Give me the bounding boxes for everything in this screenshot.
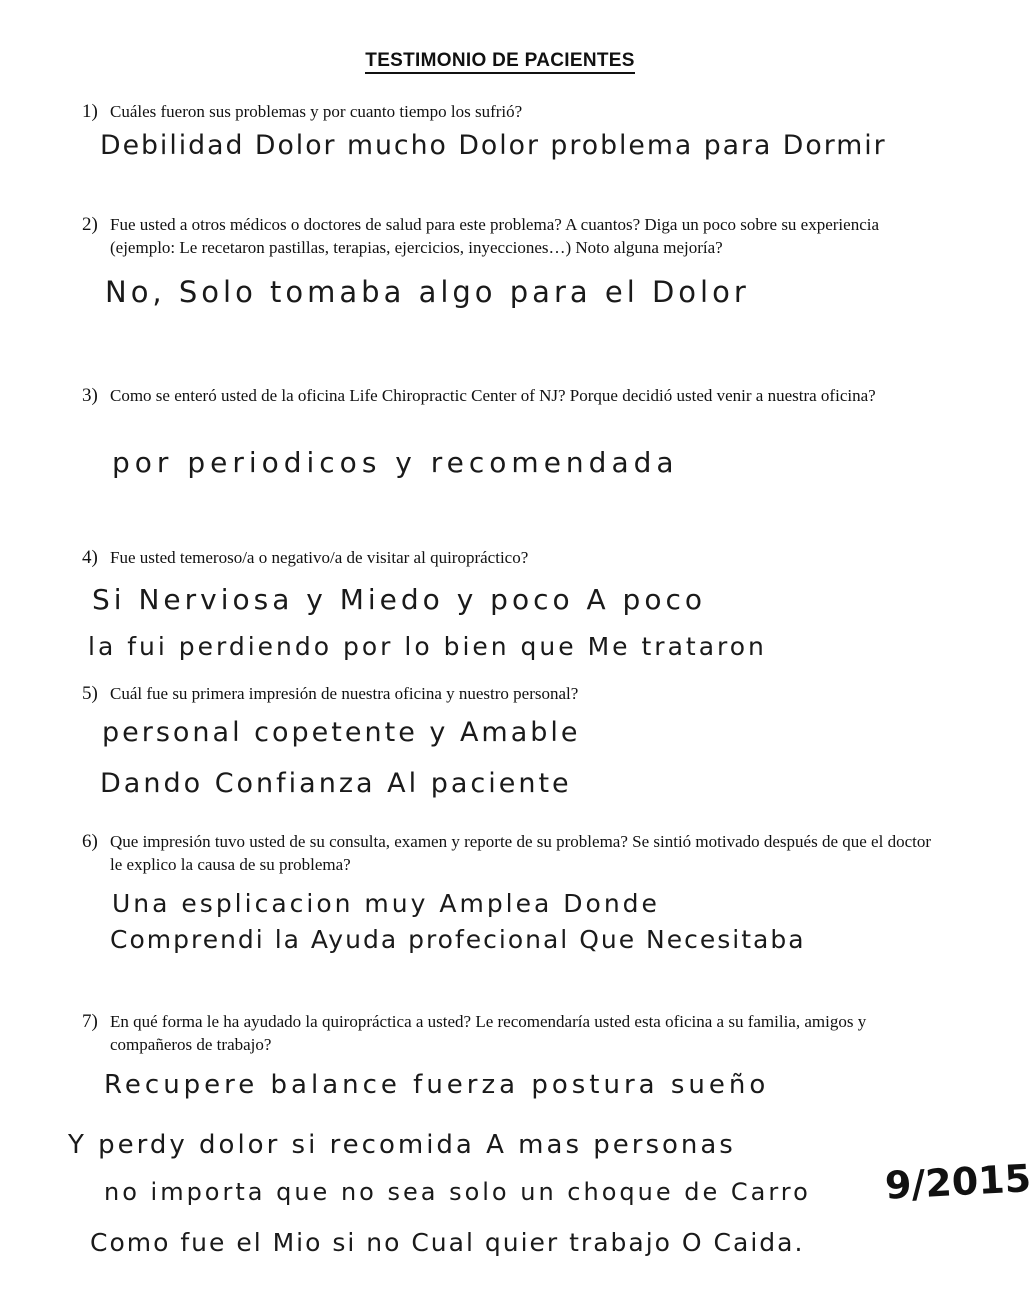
answer-7-line-2: Y perdy dolor si recomida A mas personas <box>68 1130 736 1160</box>
question-number: 3) <box>82 385 98 406</box>
answer-7-line-4: Como fue el Mio si no Cual quier trabajo O Caida. <box>90 1228 805 1257</box>
answer-6-line-1: Una esplicacion muy Amplea Donde <box>112 889 660 918</box>
answer-1-line-1: Debilidad Dolor mucho Dolor problema para Dormir <box>100 130 887 161</box>
question-number: 6) <box>82 831 98 852</box>
question-number: 2) <box>82 214 98 235</box>
answer-3-line-1: por periodicos y recomendada <box>112 446 679 479</box>
question-text: Cuál fue su primera impresión de nuestra oficina y nuestro personal? <box>110 684 579 703</box>
question-text: Que impresión tuvo usted de su consulta, examen y reporte de su problema? Se sintió motivado después de que el doctor le explico la causa de su problema? <box>110 832 931 874</box>
question-number: 5) <box>82 683 98 704</box>
answer-4-line-2: la fui perdiendo por lo bien que Me trataron <box>88 632 767 661</box>
answer-2-line-1: No, Solo tomaba algo para el Dolor <box>105 275 750 309</box>
answer-6-line-2: Comprendi la Ayuda profecional Que Necesitaba <box>110 925 806 954</box>
question-number: 7) <box>82 1011 98 1032</box>
answer-5-line-1: personal copetente y Amable <box>102 717 581 748</box>
question-text: Cuáles fueron sus problemas y por cuanto tiempo los sufrió? <box>110 102 523 121</box>
question-text: Fue usted a otros médicos o doctores de salud para este problema? A cuantos? Diga un poco sobre su experiencia (ejemplo: Le recetaron pastillas, terapias, ejercicios, inyecciones…) Noto alguna mejoría? <box>110 215 880 257</box>
handwritten-date: 9/2015 <box>883 1156 1032 1208</box>
answer-5-line-2: Dando Confianza Al paciente <box>100 768 572 799</box>
answer-4-line-1: Si Nerviosa y Miedo y poco A poco <box>92 583 706 616</box>
question-number: 1) <box>82 101 98 122</box>
form-title: TESTIMONIO DE PACIENTES <box>0 50 1000 72</box>
answer-7-line-1: Recupere balance fuerza postura sueño <box>104 1070 770 1100</box>
question-number: 4) <box>82 547 98 568</box>
question-text: Como se enteró usted de la oficina Life Chiropractic Center of NJ? Porque decidió usted venir a nuestra oficina? <box>110 386 876 405</box>
question-text: En qué forma le ha ayudado la quiropráctica a usted? Le recomendaría usted esta oficina a su familia, amigos y compañeros de trabajo? <box>110 1012 867 1054</box>
question-text: Fue usted temeroso/a o negativo/a de visitar al quiropráctico? <box>110 548 529 567</box>
answer-7-line-3: no importa que no sea solo un choque de Carro <box>104 1178 811 1206</box>
